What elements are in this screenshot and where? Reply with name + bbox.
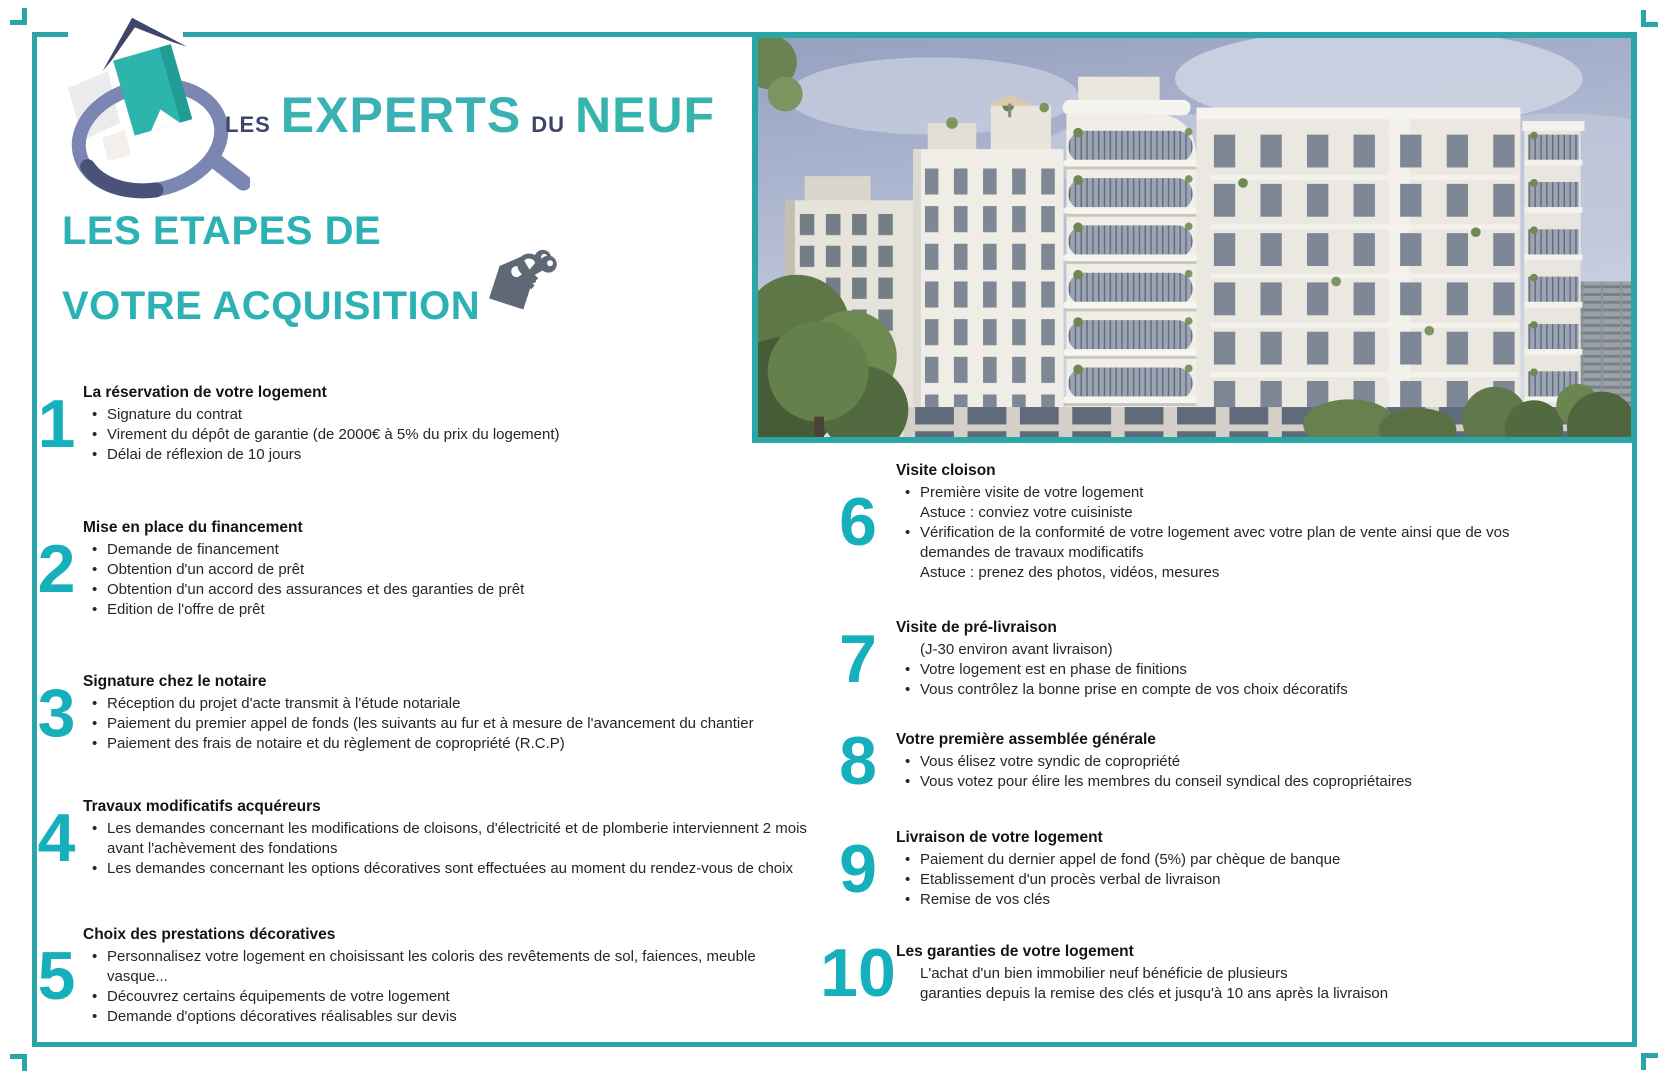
step-item [83,580,813,600]
step-number: 7 [839,621,877,697]
step-item [83,714,813,734]
step-item-text: Vérification de la conformité de votre logement avec votre plan de vente ainsi que de vos demandes de travaux modificatifs [920,524,1510,561]
step-item [896,483,1541,503]
step-item [896,890,1541,910]
step-item-text: Remise de vos clés [920,891,1051,908]
step-item [896,772,1541,792]
step-number: 9 [839,831,877,907]
corner-mark-bottom-right [1641,1053,1658,1070]
house-in-magnifier-icon [50,3,250,208]
step-heading: Livraison de votre logement [896,829,1103,846]
step-item [896,752,1541,772]
step-item [83,819,813,859]
page-title-line2: VOTRE ACQUISITION [62,284,481,328]
step-number: 6 [839,484,877,560]
building-photo [752,32,1637,443]
step-item-text: Paiement des frais de notaire et du règlement de copropriété (R.C.P) [107,735,565,752]
step-item [83,987,813,1007]
step-item [896,523,1541,563]
step-heading: La réservation de votre logement [83,384,327,401]
step-item-text: Virement du dépôt de garantie (de 2000€ à 5% du prix du logement) [107,426,560,443]
step-item [83,859,813,879]
step-10 [820,935,1541,1011]
step-heading: Mise en place du financement [83,519,303,536]
step-8 [820,723,1541,799]
bullet-icon: • [905,484,911,501]
bullet-icon: • [92,601,98,618]
step-item [83,947,813,987]
step-item-text: Les demandes concernant les modifications de cloisons, d'électricité et de plomberie interviennent 2 mois avant l'achèvement des fondations [107,820,807,857]
corner-mark-top-right [1641,10,1658,27]
bullet-icon: • [92,561,98,578]
step-3 [30,672,813,754]
step-item [896,503,1541,523]
corner-mark-bottom-left [10,1054,27,1071]
step-item [83,560,813,580]
bullet-icon: • [92,446,98,463]
logo-word-les: LES [225,112,271,137]
bullet-icon: • [92,541,98,558]
logo-word-neuf: NEUF [574,87,716,143]
step-item-text: Les demandes concernant les options décoratives sont effectuées au moment du rendez-vous de choix [107,860,793,877]
step-4 [30,797,813,879]
bullet-icon: • [92,735,98,752]
step-number: 3 [37,675,76,751]
step-5 [30,925,813,1027]
step-item-text: garanties depuis la remise des clés et jusqu'à 10 ans après la livraison [920,985,1389,1002]
step-item-text: Réception du projet d'acte transmit à l'étude notariale [107,695,461,712]
step-item [896,660,1541,680]
step-item-text: Obtention d'un accord de prêt [107,561,305,578]
step-6 [820,461,1541,583]
step-item [83,694,813,714]
bullet-icon: • [905,681,911,698]
step-item-text: (J-30 environ avant livraison) [920,641,1113,658]
bullet-icon: • [92,1008,98,1025]
step-item-text: Vous contrôlez la bonne prise en compte de vos choix décoratifs [920,681,1348,698]
bullet-icon: • [905,891,911,908]
step-item-text: Signature du contrat [107,406,243,423]
corner-mark-top-left [10,8,27,25]
step-number: 2 [37,531,76,607]
step-number: 1 [37,386,76,462]
step-9 [820,828,1541,910]
bullet-icon: • [905,851,911,868]
bullet-icon: • [92,426,98,443]
step-item-text: Edition de l'offre de prêt [107,601,265,618]
step-item [83,425,813,445]
step-body [896,730,1541,792]
step-number: 10 [820,935,896,1011]
bullet-icon: • [905,524,911,541]
step-body [896,942,1541,1004]
bullet-icon: • [92,695,98,712]
step-item-text: Astuce : prenez des photos, vidéos, mesures [920,564,1220,581]
step-item [896,984,1541,1004]
step-item-text: Etablissement d'un procès verbal de livraison [920,871,1221,888]
logo-word-du: DU [531,112,565,137]
bullet-icon: • [92,820,98,837]
step-number: 5 [37,938,76,1014]
step-1 [30,383,813,465]
step-item-text: Découvrez certains équipements de votre logement [107,988,450,1005]
step-item-text: Vous votez pour élire les membres du conseil syndical des copropriétaires [920,773,1412,790]
step-heading: Votre première assemblée générale [896,731,1156,748]
bullet-icon: • [905,871,911,888]
step-item [83,540,813,560]
bullet-icon: • [92,988,98,1005]
step-item [896,563,1541,583]
step-heading: Les garanties de votre logement [896,943,1134,960]
step-item [896,640,1541,660]
logo-word-experts: EXPERTS [280,87,522,143]
step-item [83,600,813,620]
step-body [83,518,813,620]
bullet-icon: • [905,753,911,770]
step-item-text: Paiement du premier appel de fonds (les suivants au fur et à mesure de l'avancement du chantier [107,715,754,732]
step-item [83,405,813,425]
step-item-text: Astuce : conviez votre cuisiniste [920,504,1133,521]
step-body [83,672,813,754]
step-item-text: L'achat d'un bien immobilier neuf bénéficie de plusieurs [920,965,1288,982]
step-2 [30,518,813,620]
step-number: 4 [37,800,76,876]
step-item [83,734,813,754]
bullet-icon: • [92,860,98,877]
step-body [83,925,813,1027]
step-item-text: Personnalisez votre logement en choisissant les coloris des revêtements de sol, faiences, meuble vasque... [107,948,756,985]
page-title-line1: LES ETAPES DE [62,209,382,253]
step-item [896,870,1541,890]
step-item-text: Délai de réflexion de 10 jours [107,446,302,463]
building-photo-art [758,38,1631,437]
page-title [62,194,480,344]
step-7 [820,618,1541,700]
bullet-icon: • [905,661,911,678]
step-heading: Choix des prestations décoratives [83,926,336,943]
step-item [83,1007,813,1027]
step-item-text: Paiement du dernier appel de fond (5%) par chèque de banque [920,851,1341,868]
step-heading: Visite cloison [896,462,996,479]
bullet-icon: • [92,948,98,965]
step-item-text: Obtention d'un accord des assurances et des garanties de prêt [107,581,525,598]
step-item-text: Votre logement est en phase de finitions [920,661,1187,678]
step-item [896,680,1541,700]
logo-wordmark [225,86,715,144]
step-item [896,850,1541,870]
step-number: 8 [839,723,877,799]
step-item-text: Première visite de votre logement [920,484,1144,501]
step-item [896,964,1541,984]
step-item-text: Vous élisez votre syndic de copropriété [920,753,1181,770]
bullet-icon: • [92,406,98,423]
step-body [896,618,1541,700]
bullet-icon: • [92,715,98,732]
house-keys-icon [487,233,571,323]
step-heading: Signature chez le notaire [83,673,267,690]
step-heading: Travaux modificatifs acquéreurs [83,798,321,815]
step-body [83,797,813,879]
step-item [83,445,813,465]
bullet-icon: • [92,581,98,598]
step-body [896,461,1541,583]
step-item-text: Demande de financement [107,541,279,558]
bullet-icon: • [905,773,911,790]
step-body [896,828,1541,910]
step-item-text: Demande d'options décoratives réalisables sur devis [107,1008,457,1025]
step-body [83,383,813,465]
step-heading: Visite de pré-livraison [896,619,1057,636]
